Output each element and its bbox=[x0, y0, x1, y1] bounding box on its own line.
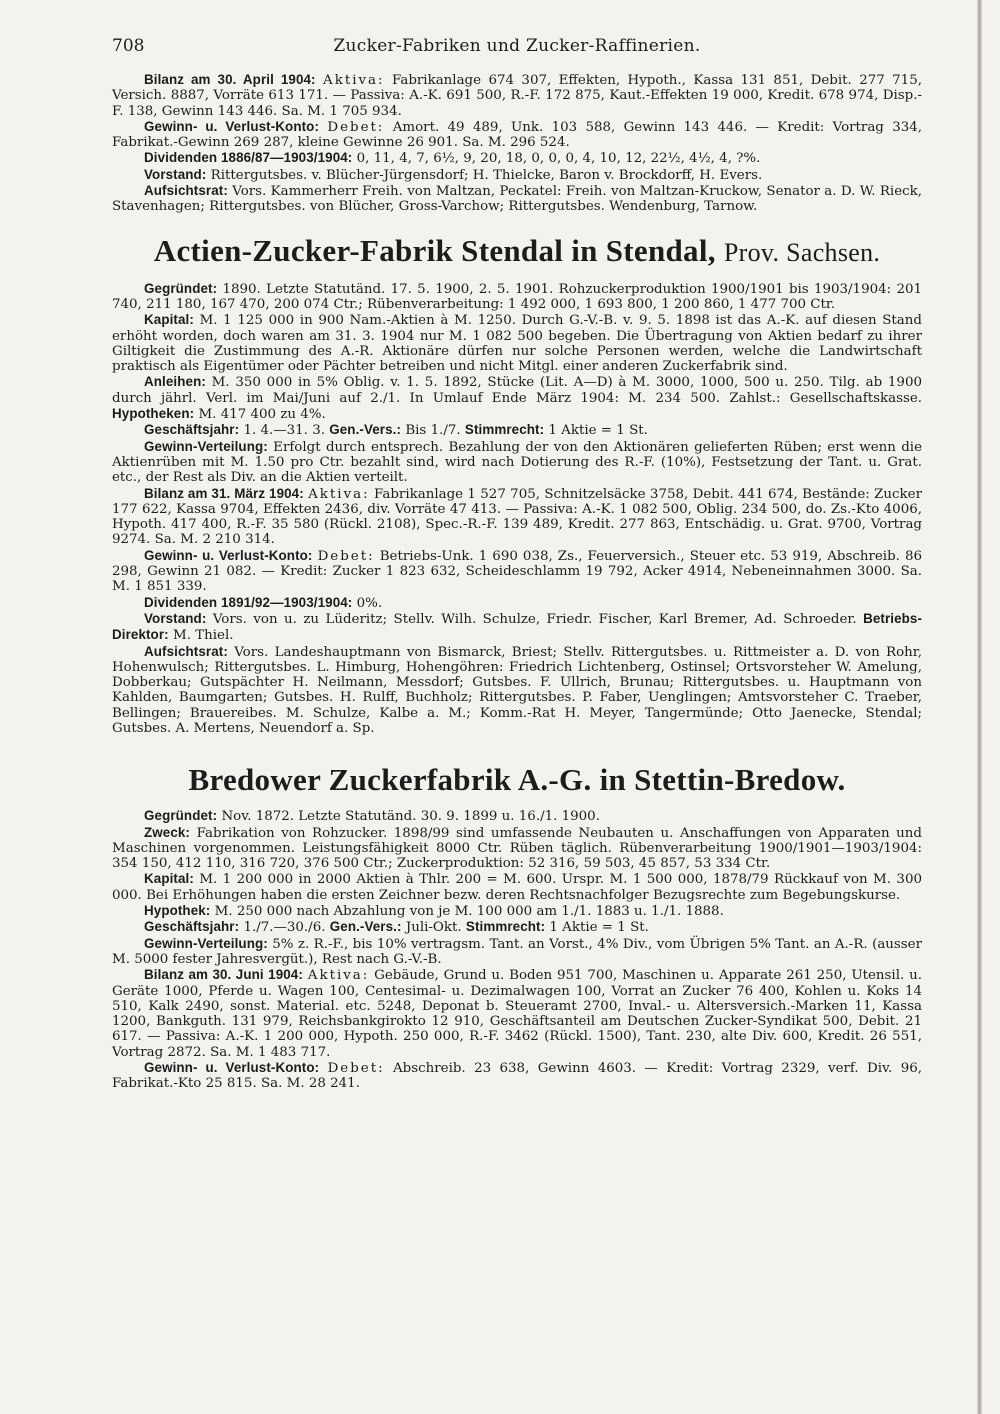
entry-label: Aufsichtsrat: bbox=[144, 643, 228, 659]
entry-text: 1890. Letzte Statutänd. 17. 5. 1900, 2. 5. 1901. Rohzuckerproduktion 1900/1901 bis 1903/1904: 201 740, 211 180, 167 470, 200 074 Ctr.; Rübenverarbeitung: 1 492 000, 1 693 800, 1 200 860, 1 477 700 Ctr. bbox=[112, 281, 922, 312]
entry-label: Gewinn-Verteilung: bbox=[144, 438, 268, 454]
entry-spaced-term: Aktiva: bbox=[308, 486, 370, 502]
entry-label: Betriebs-Direktor: bbox=[112, 610, 923, 643]
entry-label: Gegründet: bbox=[144, 808, 218, 824]
entry-text: 1./7.—30./6. bbox=[243, 920, 326, 936]
entry-text: M. 1 125 000 in 900 Nam.-Aktien à M. 1250. Durch G.-V.-B. v. 9. 5. 1898 ist das A.-K. auf diesen Stand erhöht worden, doch waren am 31. 3. 1904 nur M. 1 082 500 begeben. Die Übertragung von Aktien bedarf zu ihrer Giltigkeit die Zustimmung des A.-R. Aktionäre dürfen nur solche Personen werden, welche die Landwirtschaft praktisch als Eigentümer oder Pächter betreiben und nicht Mitgl. einer anderen Zuckerfabrik sind. bbox=[112, 313, 922, 375]
entry-text: 1 Aktie = 1 St. bbox=[549, 920, 649, 936]
entry-label: Stimmrecht: bbox=[464, 422, 545, 438]
entry-text: M. 1 200 000 in 2000 Aktien à Thlr. 200 = M. 600. Urspr. M. 1 500 000, 1878/79 Rückkauf von M. 300 000. Bei Erhöhungen haben die ersten Zeichner bezw. deren Rechtsnachfolger Bezugsrechte zum Begebungskurse. bbox=[112, 872, 922, 903]
entry-label: Hypothek: bbox=[144, 903, 211, 919]
entry-label: Anleihen: bbox=[144, 374, 206, 390]
company-name: Actien-Zucker-Fabrik Stendal in Stendal, bbox=[153, 232, 716, 268]
entry-paragraph bbox=[112, 150, 922, 166]
entry-paragraph bbox=[112, 871, 922, 903]
entry-spaced-term: Debet: bbox=[317, 548, 375, 564]
entry-text: Nov. 1872. Letzte Statutänd. 30. 9. 1899 u. 16./1. 1900. bbox=[221, 809, 600, 825]
entry-text: 1 Aktie = 1 St. bbox=[548, 423, 648, 439]
entry-spaced-term: Debet: bbox=[327, 119, 385, 135]
entry-paragraph bbox=[112, 548, 922, 595]
entry-label: Bilanz am 30. Juni 1904: bbox=[144, 967, 303, 983]
entry-text: Vors. von u. zu Lüderitz; Stellv. Wilh. Schulze, Friedr. Fischer, Karl Bremer, Ad. Schroeder. bbox=[212, 611, 857, 627]
entry-text: Gebäude, Grund u. Boden 951 700, Maschinen u. Apparate 261 250, Utensil. u. Geräte 1000, Pferde u. Wagen 100, Centesimal- u. Dezimalwagen 100, Vorrat an Zucker 76 400, Kohlen u. Koks 14 510, Kalk 2490, sonst. Material. etc. 5248, Deponat b. Steueramt 2700, Inval.- u. Altersversich.-Marken 11, Kassa 1200, Bankguth. 131 979, Reichsbankgirokto 12 910, Geschäftsanteil am Deutschen Zucker-Syndikat 500, Debit. 21 617. — Passiva: A.-K. 1 200 000, Hypoth. 250 000, R.-F. 3462 (Rückl. 1500), Tant. 230, alte Div. 600, Kredit. 26 551, Vortrag 2872. Sa. M. 1 483 717. bbox=[112, 968, 922, 1060]
entry-label: Gen.-Vers.: bbox=[329, 422, 402, 438]
entry-paragraph bbox=[112, 72, 922, 119]
entry-spaced-term: Debet: bbox=[327, 1061, 385, 1077]
company-heading-stendal bbox=[112, 233, 922, 271]
entry-text: Betriebs-Unk. 1 690 038, Zs., Feuerversich., Steuer etc. 53 919, Abschreib. 86 298, Gewinn 21 082. — Kredit: Zucker 1 823 632, Scheideschlamm 19 792, Acker 4914, Nebeneinnahmen 3000. Sa. M. 1 851 339. bbox=[112, 548, 922, 595]
entry-label: Dividenden 1886/87—1903/1904: bbox=[144, 150, 353, 166]
entry-paragraph bbox=[112, 183, 922, 215]
entry-spaced-term: Aktiva: bbox=[307, 968, 370, 984]
entry-paragraph bbox=[112, 644, 922, 737]
entry-text: 1. 4.—31. 3. bbox=[243, 423, 325, 439]
entry-paragraph bbox=[112, 808, 922, 824]
entry-paragraph bbox=[112, 936, 922, 968]
entry-paragraph bbox=[112, 119, 922, 151]
entry-label: Stimmrecht: bbox=[465, 919, 546, 935]
entry-label: Gen.-Vers.: bbox=[329, 919, 402, 935]
entry-label: Kapital: bbox=[144, 871, 194, 887]
entry-text: Abschreib. 23 638, Gewinn 4603. — Kredit: Vortrag 2329, verf. Div. 96, Fabrikat.-Kto 25 815. Sa. M. 28 241. bbox=[112, 1061, 922, 1092]
entry-text: M. 350 000 in 5% Oblig. v. 1. 5. 1892, Stücke (Lit. A—D) à M. 3000, 1000, 500 u. 250. Tilg. ab 1900 durch jährl. Verl. im Mai/Juni auf 2./1. In Umlauf Ende März 1904: M. 234 500. Zahlst.: Gesellschaftskasse. bbox=[112, 375, 922, 406]
entry-paragraph bbox=[112, 595, 922, 611]
page-edge-shadow bbox=[977, 0, 982, 1414]
entry-label: Vorstand: bbox=[144, 610, 207, 626]
entry-label: Geschäftsjahr: bbox=[144, 422, 240, 438]
entry-text: 0%. bbox=[356, 595, 383, 611]
entry-paragraph bbox=[112, 967, 922, 1060]
entry-text: Amort. 49 489, Unk. 103 588, Gewinn 143 446. — Kredit: Vortrag 334, Fabrikat.-Gewinn 269 287, kleine Gewinne 26 901. Sa. M. 296 524. bbox=[112, 119, 923, 151]
entry-text: Vors. Kammerherr Freih. von Maltzan, Peckatel: Freih. von Maltzan-Kruckow, Senator a. D. W. Rieck, Stavenhagen; Rittergutsbes. von Blücher, Gross-Varchow; Rittergutsbes. Wendenburg, Tarnow. bbox=[112, 184, 922, 215]
entry-text: M. 250 000 nach Abzahlung von je M. 100 000 am 1./1. 1883 u. 1./1. 1888. bbox=[214, 904, 724, 920]
entry-label: Bilanz am 31. März 1904: bbox=[144, 485, 304, 501]
entry-paragraph bbox=[112, 167, 922, 183]
entry-text: 0, 11, 4, 7, 6½, 9, 20, 18, 0, 0, 0, 4, 10, 12, 22½, 4½, 4, ?%. bbox=[356, 151, 761, 167]
entry-text: 5% z. R.-F., bis 10% vertragsm. Tant. an Vorst., 4% Div., vom Übrigen 5% Tant. an A.-R. (ausser M. 5000 fester Jahresvergüt.), Rest nach G.-V.-B. bbox=[112, 936, 922, 967]
entry-text: Erfolgt durch entsprech. Bezahlung der von den Aktionären gelieferten Rüben; erst wenn die Aktienrüben mit M. 1.50 pro Ctr. bezahlt sind, wird nach Dotierung des R.-F. (10%), Festsetzung der Tant. u. Grat. etc., der Rest als Div. an die Aktien verteilt. bbox=[112, 439, 922, 486]
entry-label: Gegründet: bbox=[144, 280, 218, 296]
entry-paragraph bbox=[112, 374, 922, 422]
entry-paragraph bbox=[112, 312, 922, 374]
entry-paragraph bbox=[112, 903, 922, 919]
entry-label: Gewinn- u. Verlust-Konto: bbox=[144, 118, 320, 134]
entry-label: Gewinn-Verteilung: bbox=[144, 935, 268, 951]
entry-label: Zweck: bbox=[144, 824, 190, 840]
entry-text: Fabrikation von Rohzucker. 1898/99 sind umfassende Neubauten u. Anschaffungen von Apparaten und Maschinen vorgenommen. Leistungsfähigkeit 8000 Ctr. Rüben täglich. Rübenverarbeitung 1900/1901—1903/1904: 354 150, 412 110, 316 720, 376 500 Ctr.; Zuckerproduktion: 52 316, 59 503, 45 857, 53 334 Ctr. bbox=[112, 825, 922, 872]
entry-label: Aufsichtsrat: bbox=[144, 183, 228, 199]
company-name: Bredower Zuckerfabrik A.-G. in Stettin-Bredow. bbox=[188, 762, 846, 798]
entry-label: Dividenden 1891/92—1903/1904: bbox=[144, 594, 353, 610]
entry-text: Rittergutsbes. v. Blücher-Jürgensdorf; H. Thielcke, Baron v. Brockdorff, H. Evers. bbox=[210, 167, 763, 183]
entry-paragraph bbox=[112, 919, 922, 935]
entry-label: Geschäftsjahr: bbox=[144, 919, 240, 935]
entry-paragraph bbox=[112, 281, 922, 313]
entry-label: Kapital: bbox=[144, 312, 194, 328]
entry-text: Fabrikanlage 1 527 705, Schnitzelsäcke 3758, Debit. 441 674, Bestände: Zucker 177 622, Kassa 9704, Effekten 2436, div. Vorräte 47 413. — Passiva: A.-K. 1 082 500, Oblig. 234 500, do. Zs.-Kto 4006, Hypoth. 417 400, R.-F. 35 580 (Rückl. 2108), Spec.-R.-F. 139 489, Kredit. 277 863, Entschädig. u. Grat. 9700, Vortrag 9274. Sa. M. 2 210 314. bbox=[112, 486, 922, 548]
entry-label: Hypotheken: bbox=[112, 406, 195, 422]
entry-text: Vors. Landeshauptmann von Bismarck, Briest; Stellv. Rittergutsbes. u. Rittmeister a. D. von Rohr, Hohenwulsch; Rittergutsbes. L. Himburg, Hohengöhren: Friedrich Lichtenberg, Ostinsel; Ortsvorsteher W. Amelung, Dobberkau; Gutspächter H. Neilmann, Messdorf; Gutsbes. F. Ullrich, Brunau; Rittergutsbes. u. Hauptmann von Kahlden, Baumgarten; Gutsbes. H. Rulff, Buchholz; Rittergutsbes. P. Faber, Uenglingen; Amtsvorsteher C. Traeber, Bellingen; Brauereibes. M. Schulze, Kalbe a. M.; Komm.-Rat H. Meyer, Tangermünde; Otto Jaenecke, Stendal; Gutsbes. A. Mertens, Neuendorf a. Sp. bbox=[112, 644, 922, 736]
entry-text: Bis 1./7. bbox=[405, 423, 461, 439]
entry-text: M. Thiel. bbox=[172, 628, 234, 644]
company-region: Prov. Sachsen. bbox=[723, 237, 881, 267]
entry-label: Bilanz am 30. April 1904: bbox=[144, 72, 316, 87]
page-content bbox=[112, 72, 922, 1092]
entry-label: Vorstand: bbox=[144, 166, 207, 182]
entry-text: M. 417 400 zu 4%. bbox=[198, 407, 326, 423]
page-header bbox=[112, 36, 922, 60]
entry-block-maltzan bbox=[112, 72, 922, 215]
company-heading-bredow bbox=[112, 762, 922, 798]
entry-paragraph bbox=[112, 825, 922, 872]
running-title: Zucker-Fabriken und Zucker-Raffinerien. bbox=[333, 36, 701, 56]
entry-paragraph bbox=[112, 611, 922, 644]
entry-spaced-term: Aktiva: bbox=[323, 73, 385, 88]
entry-block-stendal bbox=[112, 281, 922, 737]
entry-block-bredow bbox=[112, 808, 922, 1091]
entry-text: Fabrikanlage 674 307, Effekten, Hypoth., Kassa 131 851, Debit. 277 715, Versich. 8887, Vorräte 613 171. — Passiva: A.-K. 691 500, R.-F. 172 875, Kaut.-Effekten 19 000, Kredit. 678 974, Disp.-F. 138, Gewinn 143 446. Sa. M. 1 705 934. bbox=[112, 73, 922, 119]
entry-paragraph bbox=[112, 422, 922, 438]
entry-paragraph bbox=[112, 1060, 922, 1092]
entry-text: Juli-Okt. bbox=[405, 920, 462, 936]
entry-paragraph bbox=[112, 439, 922, 486]
entry-label: Gewinn- u. Verlust-Konto: bbox=[144, 1060, 320, 1076]
page-number: 708 bbox=[112, 36, 145, 56]
entry-paragraph bbox=[112, 486, 922, 548]
entry-label: Gewinn- u. Verlust-Konto: bbox=[144, 547, 313, 563]
